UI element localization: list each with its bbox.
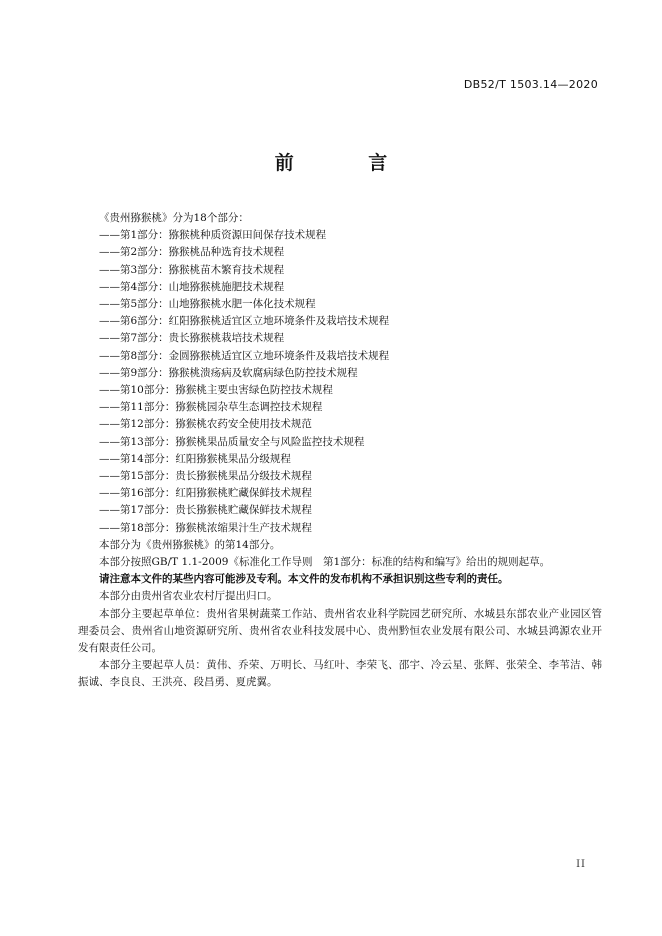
part-list-item: ——第10部分：猕猴桃主要虫害绿色防控技术规程 — [99, 384, 333, 397]
paragraph-drafting-rules: 本部分按照GB/T 1.1-2009《标准化工作导则 第1部分：标准的结构和编写》给出的规则起草。 — [99, 556, 551, 569]
part-list-item: ——第15部分：贵长猕猴桃果品分级技术规程 — [99, 470, 312, 483]
paragraph-patent-notice: 请注意本文件的某些内容可能涉及专利。本文件的发布机构不承担识别这些专利的责任。 — [99, 573, 509, 586]
standard-code: DB52/T 1503.14—2020 — [463, 78, 598, 91]
foreword-body — [78, 210, 602, 692]
part-list-item: ——第6部分：红阳猕猴桃适宜区立地环境条件及栽培技术规程 — [99, 315, 390, 328]
page-number: II — [576, 859, 586, 870]
part-list-item: ——第17部分：贵长猕猴桃贮藏保鲜技术规程 — [99, 504, 312, 517]
part-list-item: ——第8部分：金圆猕猴桃适宜区立地环境条件及栽培技术规程 — [99, 349, 390, 362]
paragraph-drafters: 本部分主要起草人员：黄伟、乔荣、万明长、马红叶、李荣飞、邵宇、冷云星、张辉、张荣全、李苇洁、韩振诚、李良良、王洪亮、段昌勇、夏虎翼。 — [78, 659, 602, 689]
paragraph-drafting-units: 本部分主要起草单位：贵州省果树蔬菜工作站、贵州省农业科学院园艺研究所、水城县东部农业产业园区管理委员会、贵州省山地资源研究所、贵州省农业科技发展中心、贵州黔恒农业发展有限公司、水城县鸿源农业开发有限责任公司。 — [78, 607, 602, 655]
part-list-item: ——第7部分：贵长猕猴桃栽培技术规程 — [99, 332, 285, 345]
part-list-item: ——第5部分：山地猕猴桃水肥一体化技术规程 — [99, 298, 316, 311]
part-list-item: ——第12部分：猕猴桃农药安全使用技术规范 — [99, 418, 312, 431]
intro-line: 《贵州猕猴桃》分为18个部分： — [99, 212, 249, 224]
part-list-item: ——第4部分：山地猕猴桃施肥技术规程 — [99, 280, 285, 293]
paragraph-proposer: 本部分由贵州省农业农村厅提出归口。 — [99, 590, 278, 603]
paragraph-part-number: 本部分为《贵州猕猴桃》的第14部分。 — [99, 538, 281, 551]
parts-list — [78, 227, 602, 537]
part-list-item: ——第2部分：猕猴桃品种选育技术规程 — [99, 246, 285, 259]
part-list-item: ——第11部分：猕猴桃园杂草生态调控技术规程 — [99, 401, 323, 414]
part-list-item: ——第13部分：猕猴桃果品质量安全与风险监控技术规程 — [99, 435, 365, 448]
part-list-item: ——第18部分：猕猴桃浓缩果汁生产技术规程 — [99, 521, 312, 534]
part-list-item: ——第14部分：红阳猕猴桃果品分级规程 — [99, 452, 291, 465]
part-list-item: ——第9部分：猕猴桃溃疡病及软腐病绿色防控技术规程 — [99, 366, 358, 379]
page-title: 前 言 — [274, 152, 422, 174]
part-list-item: ——第3部分：猕猴桃苗木繁育技术规程 — [99, 263, 285, 276]
part-list-item: ——第16部分：红阳猕猴桃贮藏保鲜技术规程 — [99, 487, 312, 500]
part-list-item: ——第1部分：猕猴桃种质资源田间保存技术规程 — [99, 229, 327, 242]
